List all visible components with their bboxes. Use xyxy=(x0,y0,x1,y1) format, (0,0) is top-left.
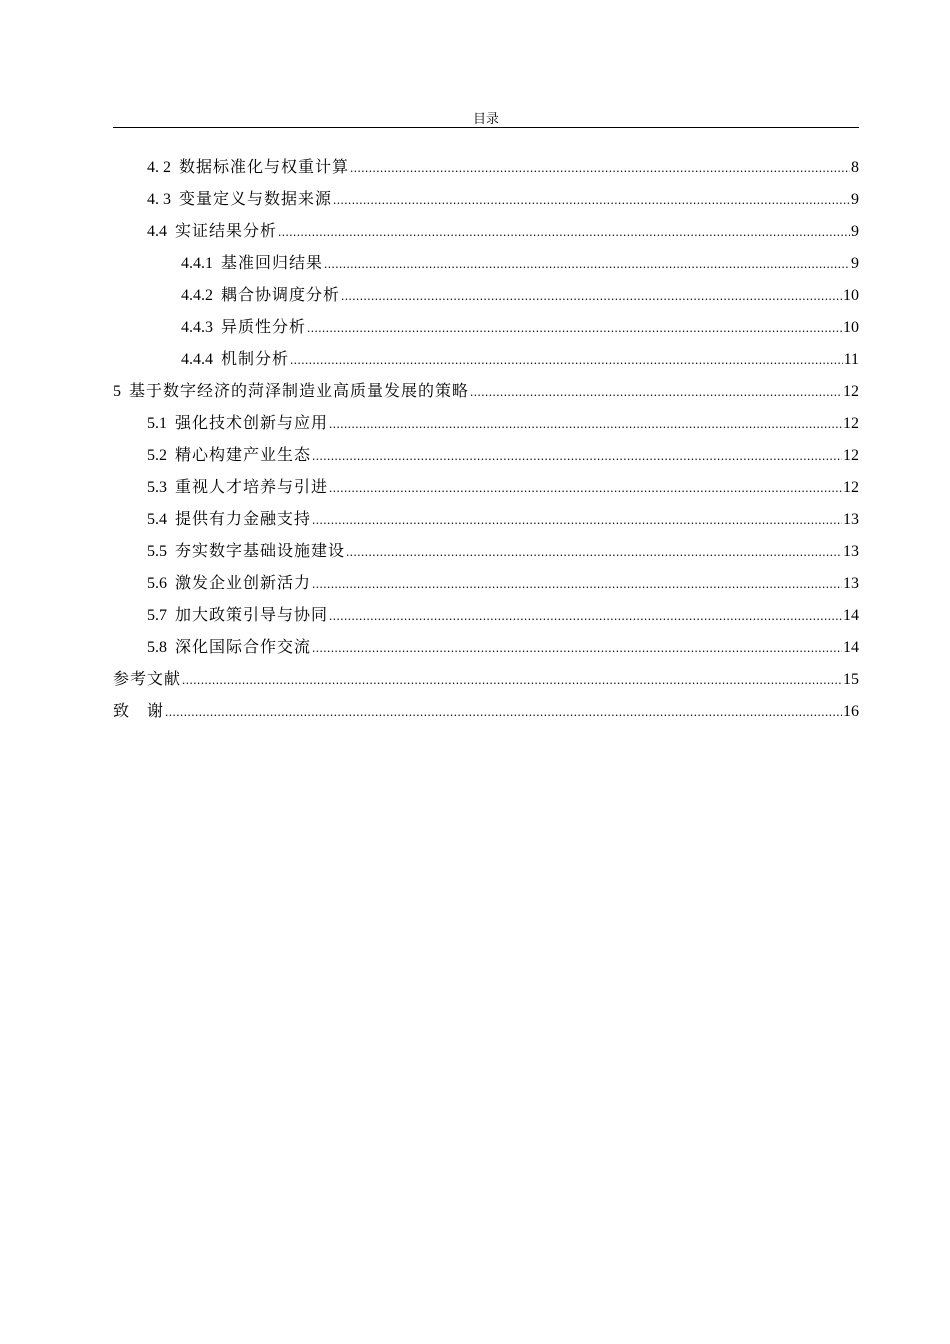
toc-entry-number: 5.2 xyxy=(147,447,167,464)
toc-entry[interactable] xyxy=(113,668,859,700)
toc-entry[interactable] xyxy=(113,252,859,284)
toc-entry-number: 5.1 xyxy=(147,415,167,432)
toc-entry-number: 5.4 xyxy=(147,511,167,528)
dot-leader xyxy=(182,668,842,692)
dot-leader xyxy=(329,476,842,500)
toc-entry-page: 12 xyxy=(843,447,859,464)
toc-entry[interactable] xyxy=(113,604,859,636)
toc-entry[interactable] xyxy=(113,700,859,732)
toc-entry-page: 13 xyxy=(843,511,859,528)
header-divider xyxy=(113,127,859,128)
toc-entry[interactable] xyxy=(113,348,859,380)
dot-leader xyxy=(324,252,850,276)
toc-entry-number: 5.5 xyxy=(147,543,167,560)
toc-entry-number: 4.4.2 xyxy=(181,287,213,304)
toc-entry-page: 9 xyxy=(851,255,859,272)
toc-entry[interactable] xyxy=(113,636,859,668)
dot-leader xyxy=(329,412,842,436)
toc-entry-title: 强化技术创新与应用 xyxy=(175,415,329,432)
toc-entry[interactable] xyxy=(113,412,859,444)
toc-entry-title: 基准回归结果 xyxy=(221,255,324,272)
toc-entry-page: 13 xyxy=(843,543,859,560)
toc-entry-title: 变量定义与数据来源 xyxy=(179,191,333,208)
dot-leader xyxy=(312,636,842,660)
toc-entry-page: 12 xyxy=(843,479,859,496)
dot-leader xyxy=(290,348,843,372)
toc-entry-page: 8 xyxy=(851,159,859,176)
toc-entry-number: 5.6 xyxy=(147,575,167,592)
dot-leader xyxy=(350,156,850,180)
toc-entry[interactable] xyxy=(113,316,859,348)
toc-entry[interactable] xyxy=(113,508,859,540)
toc-entry-title: 夯实数字基础设施建设 xyxy=(175,543,346,560)
page-header-title: 目录 xyxy=(472,111,499,126)
toc-entry-title: 机制分析 xyxy=(221,351,290,368)
toc-entry-page: 14 xyxy=(843,639,859,656)
toc-entry-title: 深化国际合作交流 xyxy=(175,639,312,656)
toc-entry-number: 5.7 xyxy=(147,607,167,624)
toc-entry-title: 实证结果分析 xyxy=(175,223,278,240)
toc-entry-title: 参考文献 xyxy=(113,671,182,688)
toc-entry-page: 10 xyxy=(843,319,859,336)
dot-leader xyxy=(312,572,842,596)
toc-entry-title: 重视人才培养与引进 xyxy=(175,479,329,496)
table-of-contents xyxy=(113,156,859,732)
toc-entry-title: 精心构建产业生态 xyxy=(175,447,312,464)
dot-leader xyxy=(470,380,842,404)
toc-entry[interactable] xyxy=(113,220,859,252)
dot-leader xyxy=(346,540,842,564)
toc-entry[interactable] xyxy=(113,444,859,476)
toc-entry-page: 14 xyxy=(843,607,859,624)
dot-leader xyxy=(307,316,842,340)
dot-leader xyxy=(329,604,842,628)
toc-entry[interactable] xyxy=(113,572,859,604)
toc-entry-page: 9 xyxy=(851,223,859,240)
toc-entry[interactable] xyxy=(113,476,859,508)
dot-leader xyxy=(312,508,842,532)
toc-entry-title: 加大政策引导与协同 xyxy=(175,607,329,624)
toc-entry-page: 11 xyxy=(843,351,859,368)
toc-entry-page: 12 xyxy=(843,415,859,432)
toc-entry-title: 数据标准化与权重计算 xyxy=(179,159,350,176)
toc-entry-number: 5.3 xyxy=(147,479,167,496)
dot-leader xyxy=(278,220,850,244)
toc-entry-title: 致 谢 xyxy=(113,703,165,720)
toc-entry-number: 4.4.3 xyxy=(181,319,213,336)
dot-leader xyxy=(165,700,842,724)
toc-entry-page: 16 xyxy=(843,703,859,720)
toc-entry[interactable] xyxy=(113,188,859,220)
toc-entry-number: 4. 2 xyxy=(147,159,171,176)
toc-entry-number: 4.4.4 xyxy=(181,351,213,368)
toc-entry-page: 13 xyxy=(843,575,859,592)
toc-entry-title: 耦合协调度分析 xyxy=(221,287,341,304)
toc-entry-number: 4. 3 xyxy=(147,191,171,208)
toc-entry-number: 4.4.1 xyxy=(181,255,213,272)
toc-entry-page: 10 xyxy=(843,287,859,304)
toc-entry-page: 9 xyxy=(851,191,859,208)
dot-leader xyxy=(341,284,842,308)
toc-entry-number: 4.4 xyxy=(147,223,167,240)
toc-entry-title: 基于数字经济的菏泽制造业高质量发展的策略 xyxy=(129,383,470,400)
toc-entry-title: 提供有力金融支持 xyxy=(175,511,312,528)
toc-entry-page: 15 xyxy=(843,671,859,688)
toc-entry-number: 5.8 xyxy=(147,639,167,656)
toc-entry-title: 激发企业创新活力 xyxy=(175,575,312,592)
toc-entry[interactable] xyxy=(113,380,859,412)
toc-entry[interactable] xyxy=(113,540,859,572)
toc-entry-number: 5 xyxy=(113,383,121,400)
toc-entry-title: 异质性分析 xyxy=(221,319,307,336)
toc-entry[interactable] xyxy=(113,156,859,188)
dot-leader xyxy=(333,188,850,212)
toc-entry-page: 12 xyxy=(843,383,859,400)
dot-leader xyxy=(312,444,842,468)
toc-entry[interactable] xyxy=(113,284,859,316)
